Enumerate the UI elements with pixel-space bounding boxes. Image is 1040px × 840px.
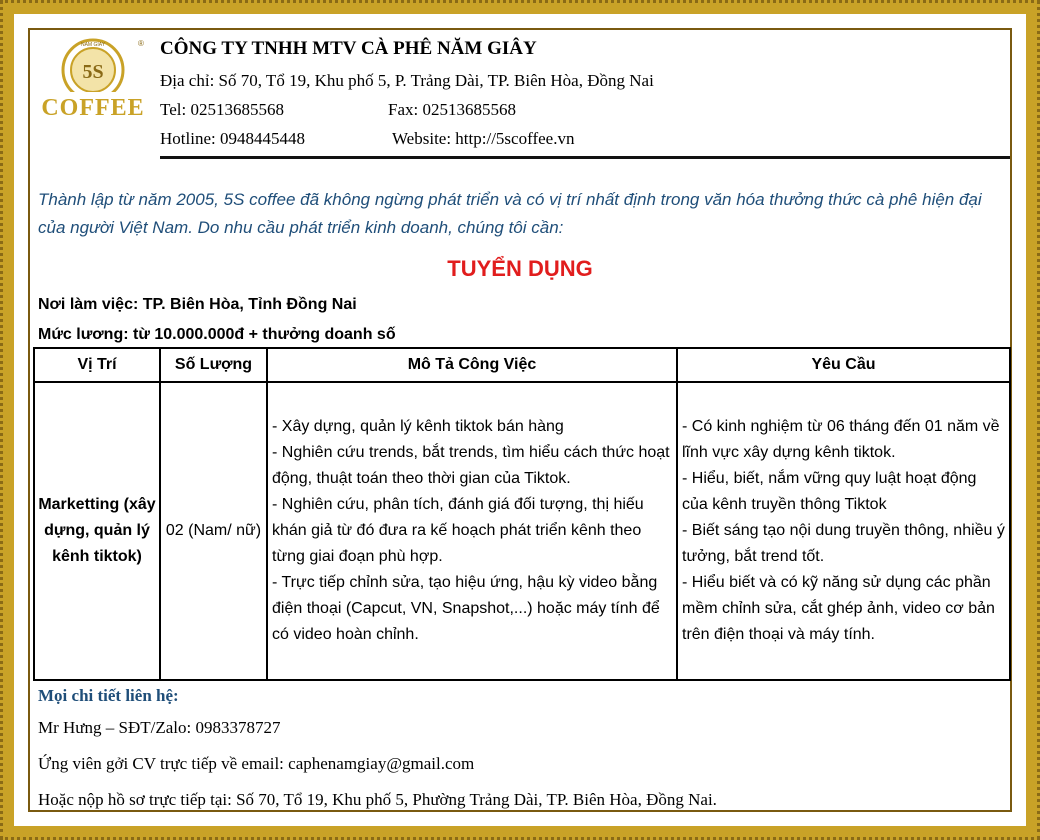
contact-address: Hoặc nộp hồ sơ trực tiếp tại: Số 70, Tổ 19, Khu phố 5, Phường Trảng Dài, TP. Biên Hòa, Đồng Nai. [38,790,717,809]
cell-requirements [677,382,1010,680]
company-logo [40,36,146,122]
company-header [160,38,1008,153]
salary: Mức lương: từ 10.000.000đ + thưởng doanh số [38,326,396,343]
contact-heading: Mọi chi tiết liên hệ: [38,686,179,705]
logo-registered-mark: ® [138,39,144,48]
cell-position: Marketting (xây dựng, quản lý kênh tiktok) [34,382,160,680]
requirement-item: - Có kinh nghiệm từ 06 tháng đến 01 năm về lĩnh vực xây dựng kênh tiktok. [682,418,1000,461]
company-address: Địa chỉ: Số 70, Tổ 19, Khu phố 5, P. Trảng Dài, TP. Biên Hòa, Đồng Nai [160,71,654,90]
job-table [33,347,1011,681]
contact-person: Mr Hưng – SĐT/Zalo: 0983378727 [38,718,281,737]
requirement-item: - Biết sáng tạo nội dung truyền thông, nhiều ý tưởng, bắt trend tốt. [682,522,1005,565]
cell-description [267,382,677,680]
header-requirements: Yêu Cầu [677,348,1010,382]
workplace: Nơi làm việc: TP. Biên Hòa, Tỉnh Đồng Nai [38,296,357,313]
cell-quantity: 02 (Nam/ nữ) [160,382,267,680]
page-title: TUYỂN DỤNG [447,256,593,281]
logo-brand-text: COFFEE [41,95,145,121]
description-item: - Nghiên cứu trends, bắt trends, tìm hiểu cách thức hoạt động, thuật toán theo thời gian của Tiktok. [272,444,670,487]
contact-email: Ứng viên gởi CV trực tiếp về email: caphenamgiay@gmail.com [38,754,475,773]
requirement-item: - Hiểu biết và có kỹ năng sử dụng các phần mềm chỉnh sửa, cắt ghép ảnh, video cơ bản trên điện thoại và máy tính. [682,574,995,643]
company-fax: Fax: 02513685568 [388,100,516,119]
hotline-website-row [160,124,1008,153]
company-tel: Tel: 02513685568 [160,100,284,119]
company-hotline: Hotline: 0948445448 [160,129,305,148]
phone-fax-row [160,95,1008,124]
header-position: Vị Trí [34,348,160,382]
description-item: - Nghiên cứu, phân tích, đánh giá đối tượng, thị hiếu khán giả từ đó đưa ra kế hoạch phát triển kênh theo từng giai đoạn phù hợp. [272,496,644,565]
logo-mark: 5S [82,61,104,83]
requirement-item: - Hiểu, biết, nắm vững quy luật hoạt động của kênh truyền thông Tiktok [682,470,977,513]
company-website[interactable]: Website: http://5scoffee.vn [392,129,575,148]
description-item: - Xây dựng, quản lý kênh tiktok bán hàng [272,418,564,435]
header-quantity: Số Lượng [160,348,267,382]
header-description: Mô Tả Công Việc [267,348,677,382]
description-item: - Trực tiếp chỉnh sửa, tạo hiệu ứng, hậu kỳ video bằng điện thoại (Capcut, VN, Snapshot,...) hoặc máy tính để có video hoàn chỉnh. [272,574,660,643]
logo-ring-text: NAM GIAY [80,42,106,48]
table-header-row [34,348,1010,382]
intro-paragraph: Thành lập từ năm 2005, 5S coffee đã không ngừng phát triển và có vị trí nhất định trong văn hóa thưởng thức cà phê hiện đại của người Việt Nam. Do nhu cầu phát triển kinh doanh, chúng tôi cần: [38,190,982,237]
table-row [34,382,1010,680]
company-name: CÔNG TY TNHH MTV CÀ PHÊ NĂM GIÂY [160,38,537,59]
header-divider [160,156,1010,159]
